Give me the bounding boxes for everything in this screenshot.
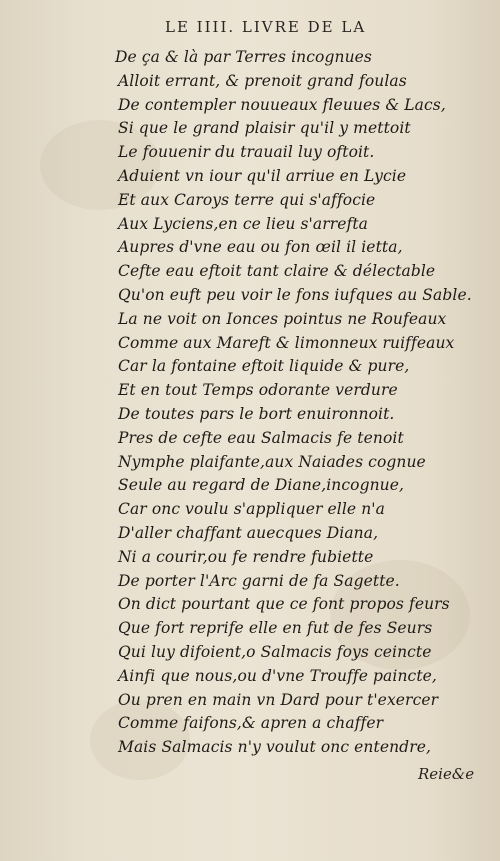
verse-line: Ainfi que nous,ou d'vne Trouffe paincte, xyxy=(118,666,437,685)
verse-line: Qui luy difoient,o Salmacis foys ceincte xyxy=(118,643,432,661)
verse-line: Ni a courir,ou fe rendre fubiette xyxy=(118,547,374,566)
verse-line: De ça & là par Terres incognues xyxy=(115,48,372,66)
verse-line: Mais Salmacis n'y voulut onc entendre, xyxy=(118,738,432,757)
verse-line: La ne voit on Ionces pointus ne Roufeaux xyxy=(118,309,447,328)
verse-line: Et aux Caroys terre qui s'affocie xyxy=(118,190,376,209)
verse-line: Comme aux Mareft & limonneux ruiffeaux xyxy=(118,333,455,352)
verse-line: Comme faifons,& apren a chaffer xyxy=(118,714,384,733)
verse-line: Nymphe plaifante,aux Naiades cognue xyxy=(118,452,426,471)
verse-line: D'aller chaffant auecques Diana, xyxy=(118,524,379,542)
verse-line: De porter l'Arc garni de fa Sagette. xyxy=(118,571,400,590)
verse-line: De contempler nouueaux fleuues & Lacs, xyxy=(118,95,446,114)
verse-line: Pres de cefte eau Salmacis fe tenoit xyxy=(118,428,404,447)
verse-line: Ou pren en main vn Dard pour t'exercer xyxy=(118,690,439,709)
running-title: LE IIII. LIVRE DE LA xyxy=(165,18,367,36)
verse-line: Aduient vn iour qu'il arriue en Lycie xyxy=(118,167,407,185)
verse-line: Car la fontaine eftoit liquide & pure, xyxy=(118,357,410,376)
verse-line: Et en tout Temps odorante verdure xyxy=(118,381,398,400)
verse-line: Que fort reprife elle en fut de fes Seurs xyxy=(118,619,433,638)
verse-line: Alloit errant, & prenoit grand foulas xyxy=(118,71,407,90)
verse-line: Le fouuenir du trauail luy oftoit. xyxy=(118,143,375,162)
verse-line: De toutes pars le bort enuironnoit. xyxy=(118,405,395,423)
verse-line: Si que le grand plaisir qu'il y mettoit xyxy=(118,119,411,138)
verse-line: Car onc voulu s'appliquer elle n'a xyxy=(118,500,385,519)
catchword: Reie&e xyxy=(418,765,475,783)
verse-line: Aux Lyciens,en ce lieu s'arrefta xyxy=(118,214,369,233)
verse-line: Qu'on euft peu voir le fons iufques au Sable. xyxy=(118,286,472,304)
verse-line: Aupres d'vne eau ou fon œil il ietta, xyxy=(118,238,403,257)
verse-line: On dict pourtant que ce font propos feurs xyxy=(118,595,450,614)
verse-line: Seule au regard de Diane,incognue, xyxy=(118,476,405,495)
verse-line: Cefte eau eftoit tant claire & délectable xyxy=(118,262,436,281)
